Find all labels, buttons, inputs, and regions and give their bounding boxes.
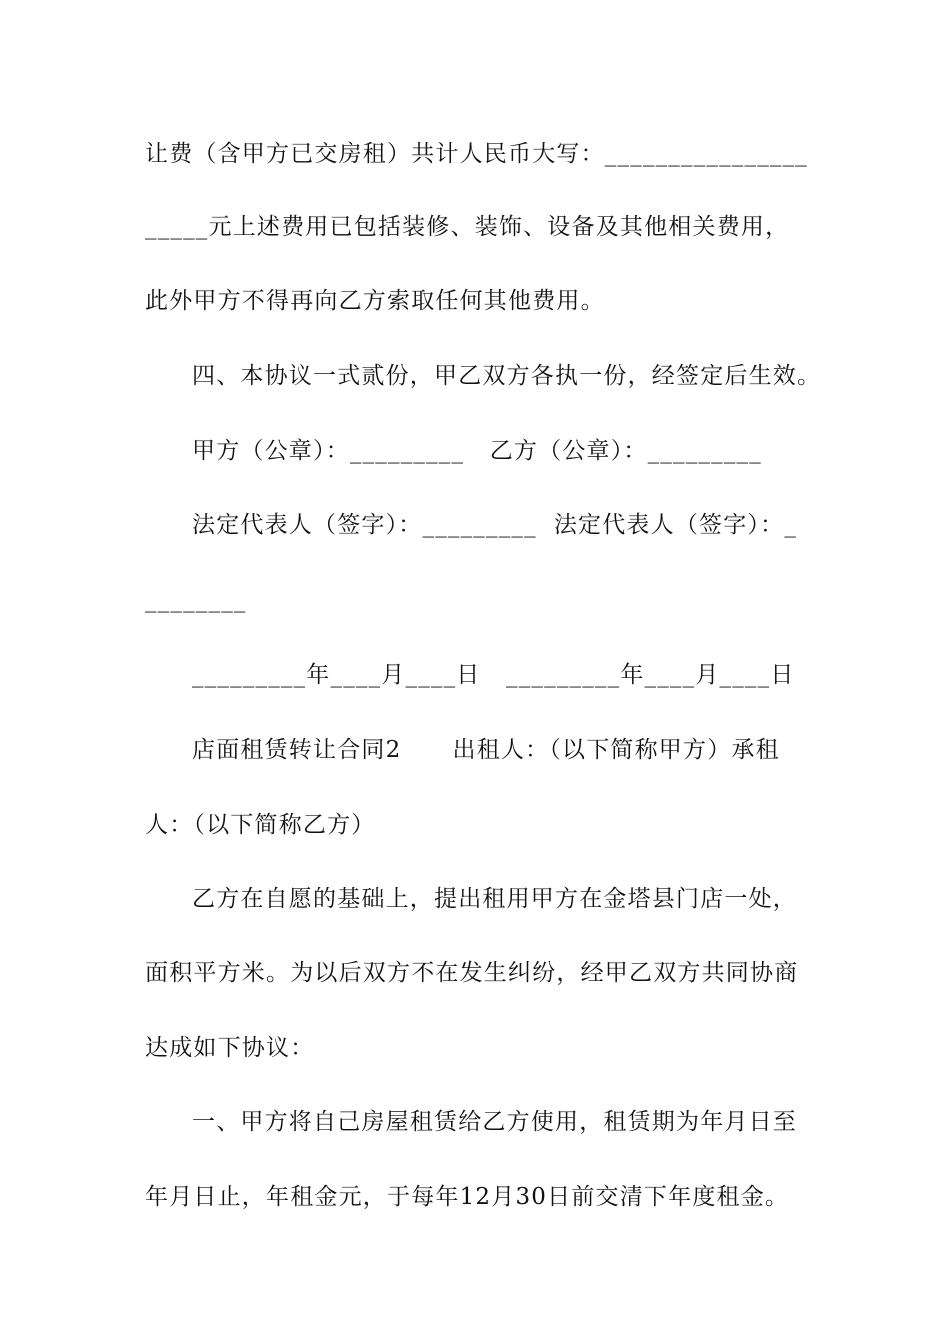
text-line: 年月日止，年租金元，于每年12月30日前交清下年度租金。 [145, 1184, 790, 1210]
signature-line-representative: 法定代表人（签字）：_________ 法定代表人（签字）：_ [192, 512, 798, 538]
text-line: 面积平方米。为以后双方不在发生纠纷，经甲乙双方共同协商 [145, 960, 799, 986]
text-line: ________ [145, 587, 247, 613]
text-line: 乙方在自愿的基础上，提出租用甲方在金塔县门店一处， [192, 886, 797, 912]
text-line: 让费（含甲方已交房租）共计人民币大写：________________ [145, 141, 808, 167]
date-line: _________年____月____日 _________年____月____日 [192, 662, 795, 688]
contract-heading-line: 店面租赁转让合同2 出租人：（以下简称甲方）承租 [192, 737, 780, 763]
text-line: 人：（以下简称乙方） [145, 812, 376, 838]
text-line: 此外甲方不得再向乙方索取任何其他费用。 [145, 288, 605, 314]
text-line: 一、甲方将自己房屋租赁给乙方使用，租赁期为年月日至 [192, 1109, 797, 1135]
text-line: 达成如下协议： [145, 1035, 315, 1061]
text-line: 四、本协议一式贰份，甲乙双方各执一份，经签定后生效。 [192, 363, 822, 389]
signature-line-seal: 甲方（公章）：_________ 乙方（公章）：_________ [192, 438, 762, 464]
text-line: _____元上述费用已包括装修、装饰、设备及其他相关费用， [145, 214, 790, 240]
